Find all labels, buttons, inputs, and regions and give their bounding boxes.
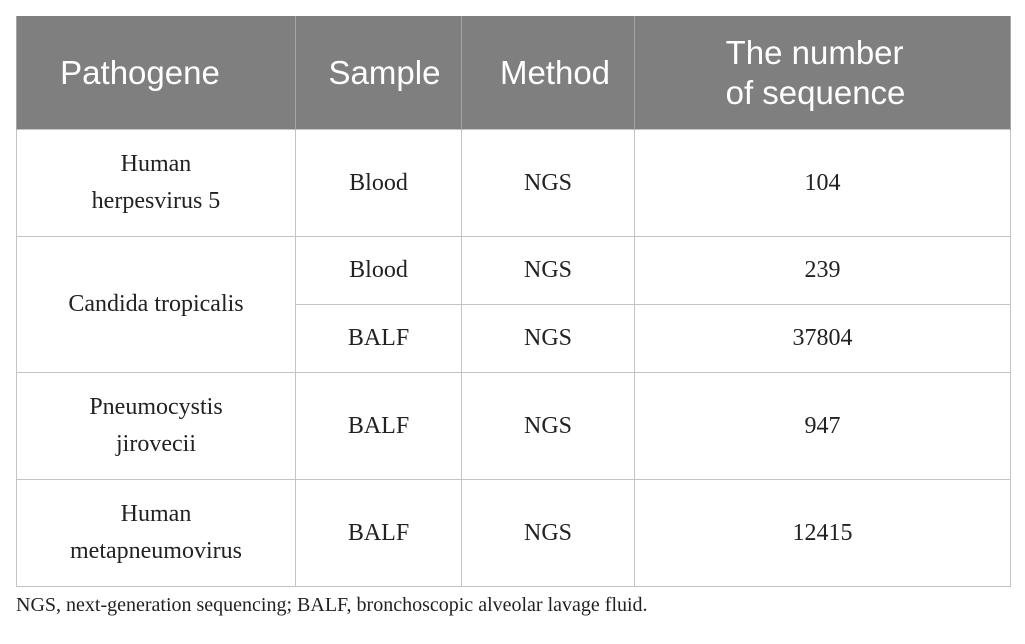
- table-row: [17, 130, 1011, 237]
- sequence-count-cell: 104: [635, 130, 1011, 237]
- table-row: [17, 373, 1011, 480]
- pathogen-cell: [17, 480, 296, 587]
- sequence-count-cell: 37804: [635, 305, 1011, 373]
- method-cell: NGS: [462, 480, 635, 587]
- pathogen-name: Pneumocystis jirovecii: [89, 394, 223, 457]
- table-row: [17, 237, 1011, 305]
- header-sequence-count-label: The number of sequence: [725, 33, 906, 111]
- header-pathogene-label: Pathogene: [60, 53, 220, 91]
- header-sample-label: Sample: [328, 53, 441, 91]
- method-cell: NGS: [462, 237, 635, 305]
- sample-cell: BALF: [296, 305, 462, 373]
- header-sample: [296, 16, 462, 130]
- sample-cell: Blood: [296, 130, 462, 237]
- method-cell: NGS: [462, 130, 635, 237]
- pathogen-name: Human herpesvirus 5: [91, 151, 221, 214]
- table-row: [17, 480, 1011, 587]
- header-row: [17, 16, 1011, 130]
- header-pathogene: [17, 16, 296, 130]
- header-method-label: Method: [499, 53, 611, 91]
- pathogen-name: Human metapneumovirus: [70, 501, 242, 564]
- sample-cell: BALF: [296, 480, 462, 587]
- sample-cell: Blood: [296, 237, 462, 305]
- header-sequence-count: [635, 16, 1011, 130]
- data-table-container: [16, 16, 1010, 587]
- sequence-count-cell: 12415: [635, 480, 1011, 587]
- method-cell: NGS: [462, 305, 635, 373]
- pathogen-name: Candida tropicalis: [68, 291, 244, 317]
- sequence-count-cell: 947: [635, 373, 1011, 480]
- pathogen-cell: [17, 130, 296, 237]
- pathogen-cell: [17, 237, 296, 373]
- sequence-count-cell: 239: [635, 237, 1011, 305]
- header-method: [462, 16, 635, 130]
- table-footnote: NGS, next-generation sequencing; BALF, bronchoscopic alveolar lavage fluid.: [16, 594, 648, 616]
- pathogen-cell: [17, 373, 296, 480]
- pathogen-table: [16, 16, 1011, 587]
- method-cell: NGS: [462, 373, 635, 480]
- sample-cell: BALF: [296, 373, 462, 480]
